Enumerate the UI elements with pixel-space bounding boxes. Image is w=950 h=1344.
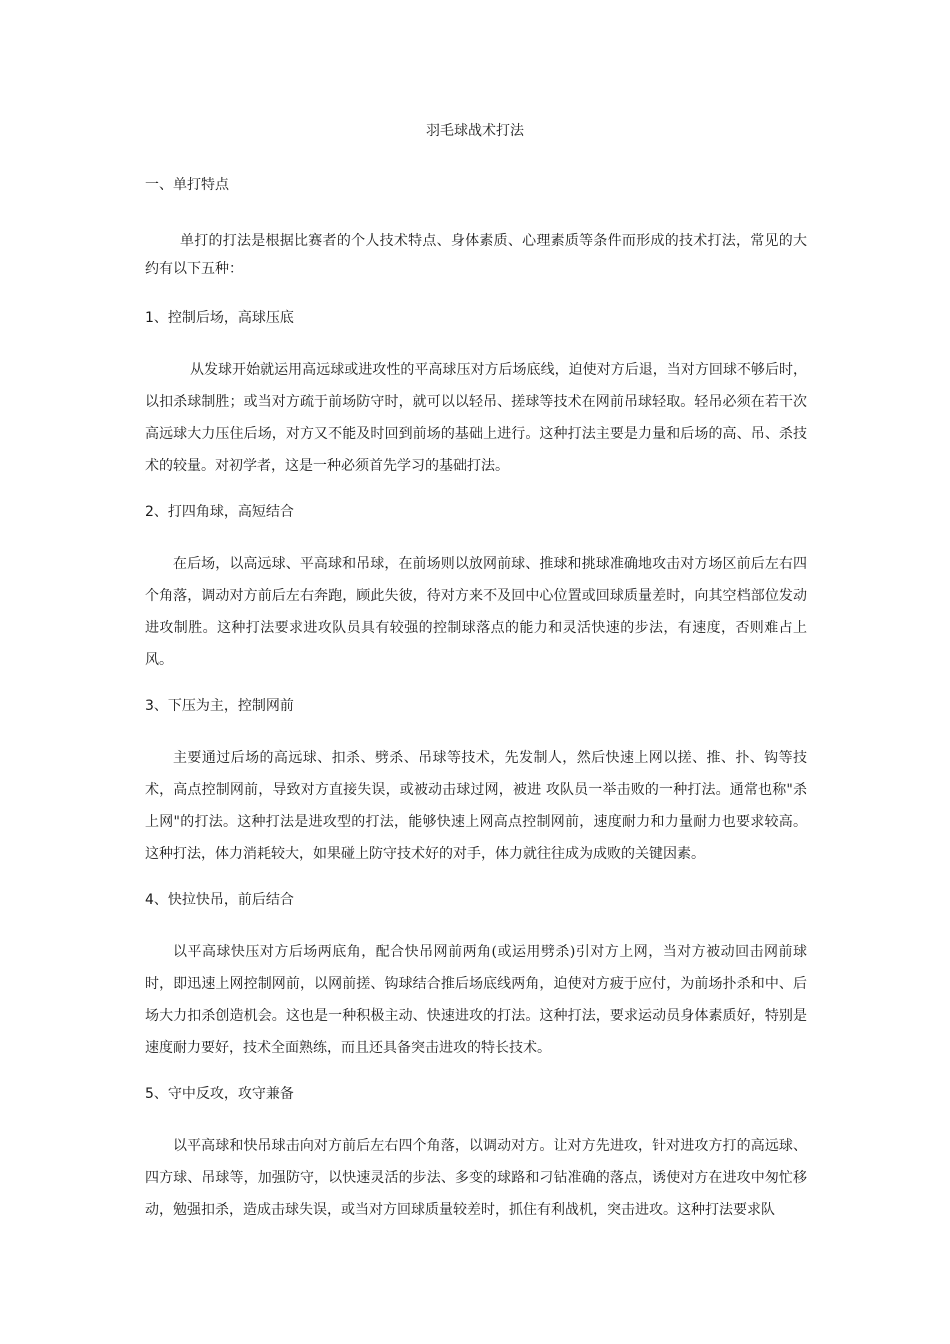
item-5-heading: 5、守中反攻，攻守兼备	[145, 1086, 294, 1102]
intro-paragraph: 单打的打法是根据比赛者的个人技术特点、身体素质、心理素质等条件而形成的技术打法，常见的大约有以下五种：	[145, 233, 807, 277]
item-3-heading: 3、下压为主，控制网前	[145, 698, 294, 714]
item-4-paragraph: 以平高球快压对方后场两底角，配合快吊网前两角(或运用劈杀)引对方上网，当对方被动回击网前球时，即迅速上网控制网前，以网前搓、钩球结合推后场底线两角，迫使对方疲于应付，为前场扑杀和中、后场大力扣杀创造机会。这也是一种积极主动、快速进攻的打法。这种打法，要求运动员身体素质好，特别是速度耐力要好，技术全面熟练，而且还具备突击进攻的特长技术。	[145, 944, 807, 1056]
item-3-paragraph: 主要通过后场的高远球、扣杀、劈杀、吊球等技术，先发制人，然后快速上网以搓、推、扑、钩等技术，高点控制网前，导致对方直接失误，或被动击球过网，被进 攻队员一举击败的一种打法。通常也称"杀上网"的打法。这种打法是进攻型的打法，能够快速上网高点控制网前，速度耐力和力量耐力也要求较高。这种打法，体力消耗较大，如果碰上防守技术好的对手，体力就往往成为成败的关键因素。	[145, 750, 807, 862]
item-2-paragraph: 在后场，以高远球、平高球和吊球，在前场则以放网前球、推球和挑球准确地攻击对方场区前后左右四个角落，调动对方前后左右奔跑，顾此失彼，待对方来不及回中心位置或回球质量差时，向其空档部位发动进攻制胜。这种打法要求进攻队员具有较强的控制球落点的能力和灵活快速的步法，有速度，否则难占上风。	[145, 556, 807, 668]
item-1-paragraph: 从发球开始就运用高远球或进攻性的平高球压对方后场底线，迫使对方后退，当对方回球不够后时，以扣杀球制胜；或当对方疏于前场防守时，就可以以轻吊、搓球等技术在网前吊球轻取。轻吊必须在若干次高远球大力压住后场，对方又不能及时回到前场的基础上进行。这种打法主要是力量和后场的高、吊、杀技术的较量。对初学者，这是一种必须首先学习的基础打法。	[145, 362, 807, 474]
item-1-heading: 1、控制后场，高球压底	[145, 310, 294, 326]
item-2-heading: 2、打四角球，高短结合	[145, 504, 294, 520]
item-5-paragraph: 以平高球和快吊球击向对方前后左右四个角落，以调动对方。让对方先进攻，针对进攻方打的高远球、四方球、吊球等，加强防守，以快速灵活的步法、多变的球路和刁钻准确的落点，诱使对方在进攻中匆忙移动，勉强扣杀，造成击球失误，或当对方回球质量较差时，抓住有利战机，突击进攻。这种打法要求队	[145, 1138, 807, 1218]
section-heading: 一、单打特点	[145, 177, 229, 193]
item-4-heading: 4、快拉快吊，前后结合	[145, 892, 294, 908]
document-title: 羽毛球战术打法	[426, 123, 524, 139]
